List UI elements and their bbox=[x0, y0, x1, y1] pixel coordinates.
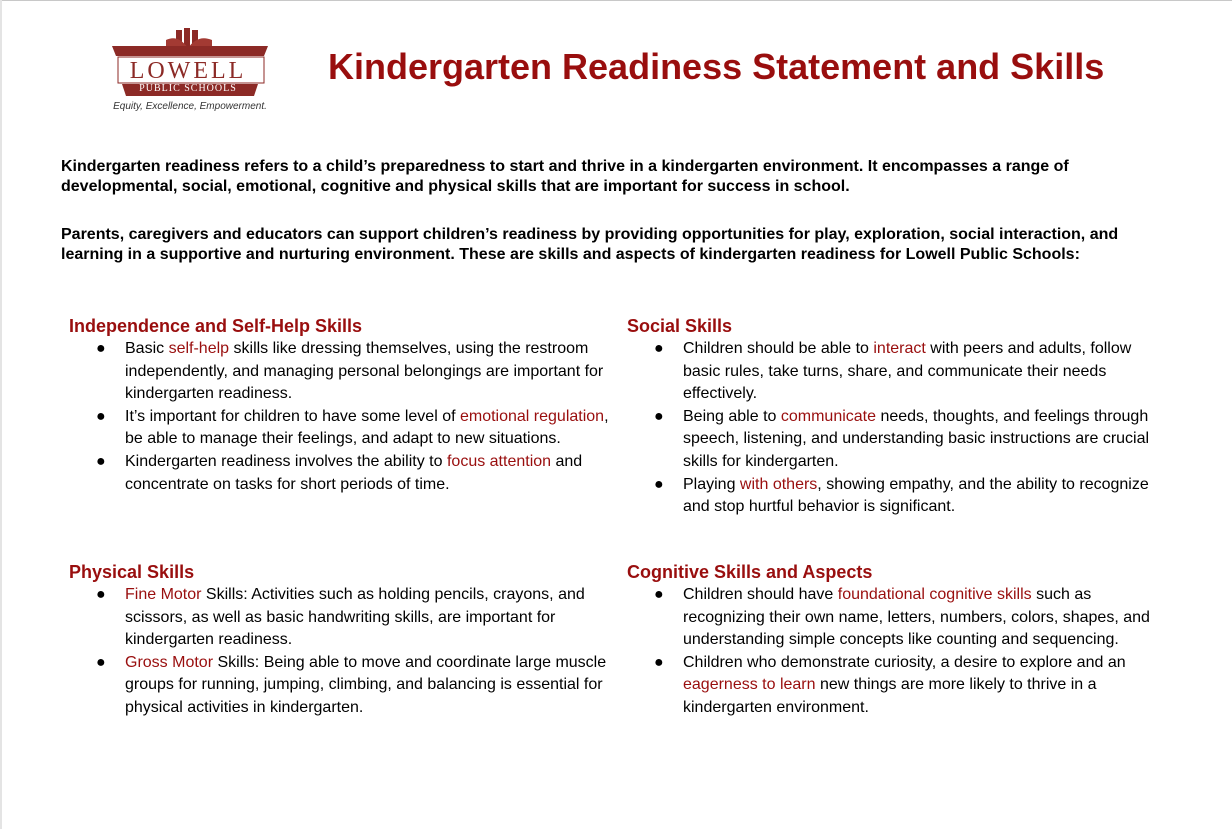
bullet-icon: ● bbox=[96, 340, 106, 357]
item-text-pre: Being able to bbox=[683, 407, 781, 425]
section-cognitive bbox=[627, 562, 1172, 720]
list-item bbox=[69, 338, 614, 406]
bullet-list bbox=[69, 338, 614, 496]
list-item bbox=[69, 451, 614, 496]
item-text-pre: Children should have bbox=[683, 586, 838, 603]
bullet-icon: ● bbox=[654, 653, 664, 671]
item-highlight: with others bbox=[739, 475, 818, 493]
item-highlight: interact bbox=[873, 340, 926, 357]
logo-wordmark: LOWELL bbox=[129, 58, 247, 84]
item-text-post: skills like dressing themselves, using the restroom independently, and managing personal belongings are important for kindergarten readiness. bbox=[125, 340, 604, 403]
section-physical bbox=[69, 562, 614, 720]
list-item bbox=[69, 652, 614, 720]
section-independence bbox=[69, 316, 614, 496]
page-top-border bbox=[0, 0, 1232, 1]
intro-paragraph-1: Kindergarten readiness refers to a child’s preparedness to start and thrive in a kindergarten environment. It encompasses a range of developmental, social, emotional, cognitive and physical skills that are important for success in school. bbox=[61, 158, 1069, 195]
item-text-post: such as recognizing their own name, letters, numbers, colors, shapes, and understanding simple concepts like counting and sequencing. bbox=[683, 586, 1150, 649]
item-text-pre: Basic bbox=[125, 340, 169, 357]
item-text-post: , be able to manage their feelings, and adapt to new situations. bbox=[125, 407, 609, 448]
item-text-pre: Playing bbox=[683, 475, 740, 493]
bullet-icon: ● bbox=[654, 586, 664, 603]
list-item bbox=[627, 406, 1172, 474]
item-highlight: Gross Motor bbox=[125, 653, 214, 671]
item-highlight: focus attention bbox=[446, 452, 552, 470]
item-text-post: with peers and adults, follow basic rules, take turns, share, and communicate their needs effectively. bbox=[683, 340, 1132, 403]
item-highlight: eagerness to learn bbox=[683, 676, 816, 694]
bullet-icon: ● bbox=[654, 475, 664, 493]
bullet-list bbox=[627, 584, 1172, 720]
page-left-border bbox=[0, 0, 2, 829]
logo-subtitle: PUBLIC SCHOOLS bbox=[139, 83, 237, 94]
item-text-post: and concentrate on tasks for short periods of time. bbox=[125, 452, 583, 493]
intro-paragraph-2: Parents, caregivers and educators can support children’s readiness by providing opportunities for play, exploration, social interaction, and learning in a supportive and nurturing environment. These are skills and aspects of kindergarten readiness for Lowell Public Schools: bbox=[61, 226, 1119, 263]
item-highlight: communicate bbox=[780, 407, 877, 425]
bullet-icon: ● bbox=[96, 407, 106, 425]
item-highlight: self-help bbox=[168, 340, 230, 357]
bullet-icon: ● bbox=[96, 452, 106, 470]
item-highlight: emotional regulation bbox=[459, 407, 605, 425]
item-text-post: needs, thoughts, and feelings through speech, listening, and understanding basic instructions are crucial skills for kindergarten. bbox=[683, 407, 1150, 470]
item-text-pre: Kindergarten readiness involves the ability to bbox=[125, 452, 447, 470]
section-title: Social Skills bbox=[627, 316, 733, 336]
list-item bbox=[627, 584, 1172, 652]
item-text-pre: Children who demonstrate curiosity, a desire to explore and an bbox=[683, 653, 1126, 671]
bullet-icon: ● bbox=[96, 586, 106, 603]
bullet-icon: ● bbox=[654, 340, 664, 357]
section-title: Cognitive Skills and Aspects bbox=[627, 562, 873, 582]
item-text-post: , showing empathy, and the ability to recognize and stop hurtful behavior is significant. bbox=[683, 475, 1149, 516]
section-social bbox=[627, 316, 1172, 519]
logo-tagline: Equity, Excellence, Empowerment. bbox=[113, 101, 267, 112]
item-text-post: Skills: Activities such as holding pencils, crayons, and scissors, as well as basic handwriting skills, are important for kindergarten readiness. bbox=[125, 586, 585, 649]
page-title: Kindergarten Readiness Statement and Skills bbox=[328, 46, 1105, 87]
bullet-list bbox=[627, 338, 1172, 519]
item-highlight: Fine Motor bbox=[125, 586, 202, 603]
list-item bbox=[69, 406, 614, 451]
list-item bbox=[69, 584, 614, 652]
section-title: Physical Skills bbox=[69, 562, 195, 582]
item-text-post: Skills: Being able to move and coordinate large muscle groups for running, jumping, climbing, and balancing is essential for physical activities in kindergarten. bbox=[125, 653, 607, 716]
bullet-icon: ● bbox=[96, 653, 106, 671]
item-text-pre: Children should be able to bbox=[683, 340, 874, 357]
list-item bbox=[627, 652, 1172, 720]
list-item bbox=[627, 338, 1172, 406]
lowell-public-schools-logo bbox=[108, 26, 272, 118]
bullet-list bbox=[69, 584, 614, 720]
item-text-post: new things are more likely to thrive in a kindergarten environment. bbox=[683, 676, 1097, 716]
section-title: Independence and Self-Help Skills bbox=[69, 316, 363, 336]
item-text-pre: It’s important for children to have some level of bbox=[125, 407, 460, 425]
list-item bbox=[627, 474, 1172, 519]
bullet-icon: ● bbox=[654, 407, 664, 425]
item-highlight: foundational cognitive skills bbox=[837, 586, 1032, 603]
